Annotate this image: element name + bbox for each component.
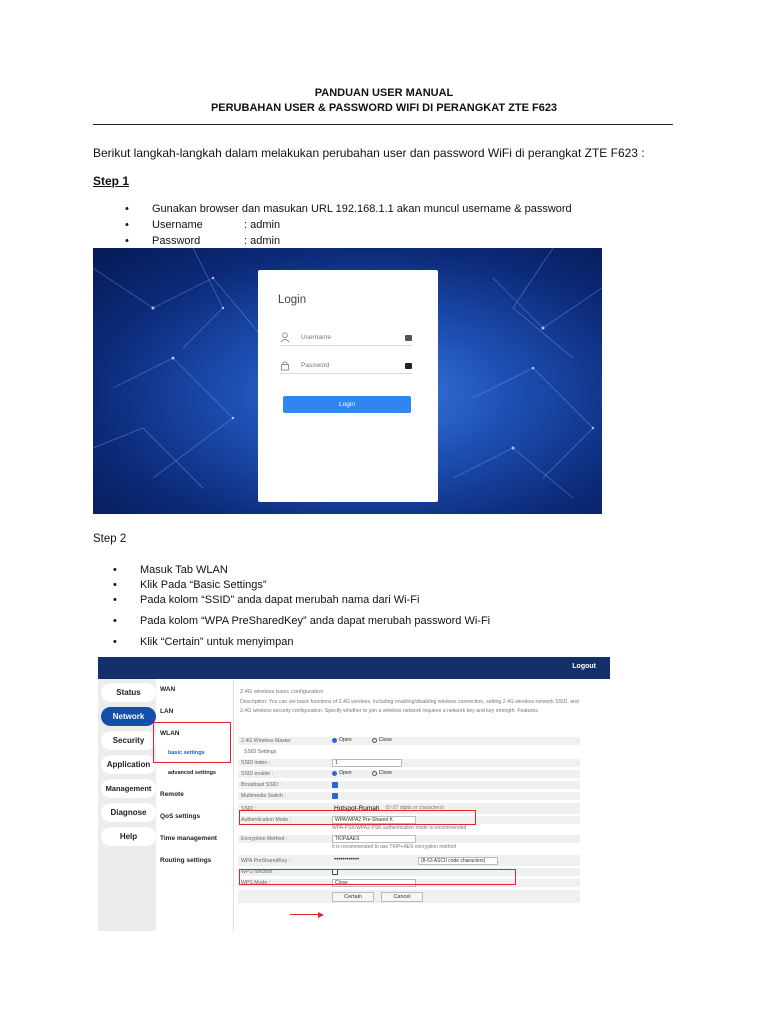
logout-link[interactable]: Logout bbox=[572, 663, 596, 670]
cancel-button[interactable]: Cancel bbox=[381, 892, 423, 902]
subnav-remote[interactable]: Remote bbox=[160, 791, 184, 798]
radio-label: Close bbox=[378, 770, 392, 776]
ssid-index-row bbox=[238, 759, 580, 768]
keyboard-icon bbox=[405, 363, 412, 369]
field-label: SSID index : bbox=[241, 760, 270, 766]
password-value: : admin bbox=[244, 235, 281, 247]
login-button[interactable]: Login bbox=[283, 396, 411, 413]
field-label: Authentication Mode : bbox=[241, 817, 292, 823]
intro-text: Berikut langkah-langkah dalam melakukan perubahan user dan password WiFi di perangkat ZTE F623 : bbox=[93, 146, 645, 160]
encryption-note: It is recommended to use TKIP+AES encryption method bbox=[332, 844, 456, 850]
broadcast-row bbox=[238, 781, 580, 790]
ssid-enable-open-radio[interactable] bbox=[332, 771, 337, 776]
encryption-row bbox=[238, 835, 580, 844]
list-item bbox=[152, 233, 572, 249]
ssid-enable-row bbox=[238, 770, 580, 779]
multimedia-row bbox=[238, 792, 580, 801]
field-label: 2.4G Wireless Master bbox=[241, 738, 291, 744]
list-item: • Pada kolom “SSID” anda dapat merubah nama dari Wi-Fi bbox=[140, 593, 490, 608]
config-description: Description: You can set basic functions of 2.4G wireless, including enabling/disabling wireless connection, setting 2.4G wireless network SSID, and 2.4G wireless security configuration. Specify whether to join a wireless network requires a network key and key strength. Features. bbox=[240, 699, 579, 714]
keyboard-icon bbox=[405, 335, 412, 341]
step1-list bbox=[152, 201, 572, 249]
ssid-settings-row bbox=[238, 748, 580, 757]
nav-management[interactable]: Management bbox=[101, 779, 156, 798]
auth-note: WPA-PSK/WPA2-PSK authentication mode is recommended bbox=[332, 825, 467, 831]
subnav-wan[interactable]: WAN bbox=[160, 686, 176, 693]
password-placeholder: Password bbox=[301, 362, 330, 369]
section-label: SSID Settings bbox=[244, 749, 277, 755]
user-icon bbox=[280, 332, 290, 343]
nav-security[interactable]: Security bbox=[101, 731, 156, 750]
router-content bbox=[238, 679, 584, 931]
encryption-note-row bbox=[238, 844, 580, 853]
title-divider bbox=[93, 124, 673, 125]
router-screenshot bbox=[98, 657, 610, 931]
action-row bbox=[238, 890, 580, 904]
router-main-nav bbox=[98, 679, 156, 931]
password-input[interactable] bbox=[280, 360, 412, 374]
step1-heading: Step 1 bbox=[93, 174, 130, 188]
wpa-highlight-box bbox=[239, 869, 516, 885]
subnav-qos[interactable]: QoS settings bbox=[160, 813, 201, 820]
ssid-enable-close-radio[interactable] bbox=[372, 771, 377, 776]
list-item: • Gunakan browser dan masukan URL 192.168.1.1 akan muncul username & password bbox=[152, 201, 572, 217]
nav-network[interactable]: Network bbox=[101, 707, 156, 726]
wlan-highlight-box bbox=[153, 722, 231, 763]
broadcast-checkbox[interactable] bbox=[332, 782, 338, 788]
step2-heading: Step 2 bbox=[93, 533, 127, 545]
radio-label: Open bbox=[339, 737, 352, 743]
master-open-radio[interactable] bbox=[332, 738, 337, 743]
login-card bbox=[258, 270, 438, 502]
login-title: Login bbox=[278, 294, 307, 306]
password-label: Password bbox=[152, 235, 201, 247]
nav-help[interactable]: Help bbox=[101, 827, 156, 846]
list-item bbox=[152, 217, 572, 233]
encryption-select[interactable]: TKIP&AES bbox=[332, 835, 416, 843]
step2-list bbox=[140, 563, 490, 650]
subnav-lan[interactable]: LAN bbox=[160, 708, 174, 715]
subnav-basic-settings[interactable]: basic settings bbox=[168, 750, 205, 756]
field-label: WPS Mode : bbox=[241, 880, 271, 886]
document-subtitle: PERUBAHAN USER & PASSWORD WIFI DI PERANGKAT ZTE F623 bbox=[210, 102, 558, 114]
arrow-right-icon bbox=[318, 912, 324, 918]
field-label: Broadcast SSID : bbox=[241, 782, 281, 788]
username-input[interactable] bbox=[280, 332, 412, 346]
field-label: WPS function : bbox=[241, 869, 276, 875]
radio-label: Open bbox=[339, 770, 352, 776]
radio-label: Close bbox=[378, 737, 392, 743]
ssid-index-select[interactable]: 1 bbox=[332, 759, 402, 767]
login-screenshot bbox=[93, 248, 602, 514]
config-heading: 2.4G wireless basic configuration bbox=[240, 689, 324, 695]
wireless-master-row bbox=[238, 737, 580, 746]
field-label: SSID : bbox=[241, 806, 256, 812]
router-sub-nav bbox=[156, 679, 234, 931]
nav-diagnose[interactable]: Diagnose bbox=[101, 803, 156, 822]
certain-button[interactable]: Certain bbox=[332, 892, 374, 902]
ssid-input[interactable]: Hotspot-Rumah bbox=[334, 805, 380, 812]
list-item: • Klik “Certain” untuk menyimpan bbox=[140, 635, 490, 650]
ssid-highlight-box bbox=[239, 810, 476, 825]
wpa-key-row bbox=[238, 855, 580, 867]
list-item: • Pada kolom “WPA PreSharedKey” anda dapat merubah password Wi-Fi bbox=[140, 614, 490, 629]
list-item: • Masuk Tab WLAN bbox=[140, 563, 490, 578]
username-value: : admin bbox=[244, 219, 281, 231]
lock-icon bbox=[280, 360, 290, 371]
field-label: Encryption Method : bbox=[241, 836, 288, 842]
nav-application[interactable]: Application bbox=[101, 755, 156, 774]
field-label: WPA PreSharedKey : bbox=[241, 858, 291, 864]
wpa-key-note: (8-63 ASCII code characters) bbox=[418, 857, 498, 865]
wpa-key-input[interactable]: •••••••••••• bbox=[334, 857, 360, 863]
list-item: • Klik Pada “Basic Settings” bbox=[140, 578, 490, 593]
subnav-routing-settings[interactable]: Routing settings bbox=[160, 857, 212, 864]
document-title: PANDUAN USER MANUAL bbox=[314, 87, 454, 99]
auth-note-row bbox=[238, 825, 580, 834]
nav-status[interactable]: Status bbox=[101, 683, 156, 702]
wps-mode-select[interactable]: Close bbox=[332, 879, 416, 887]
arrow-line bbox=[290, 914, 320, 915]
router-header-bar bbox=[98, 657, 610, 679]
username-label: Username bbox=[152, 219, 203, 231]
subnav-wlan[interactable]: WLAN bbox=[160, 730, 180, 737]
multimedia-checkbox[interactable] bbox=[332, 793, 338, 799]
subnav-advanced-settings[interactable]: advanced settings bbox=[168, 770, 216, 776]
ssid-note: (0~27 digits or characters) bbox=[385, 805, 444, 811]
subnav-time-management[interactable]: Time management bbox=[160, 835, 217, 842]
username-placeholder: Username bbox=[301, 334, 331, 341]
auth-mode-select[interactable]: WPA/WPA2 Pre-Shared K bbox=[332, 816, 416, 824]
master-close-radio[interactable] bbox=[372, 738, 377, 743]
field-label: SSID enable : bbox=[241, 771, 274, 777]
field-label: Multimedia Switch : bbox=[241, 793, 286, 799]
